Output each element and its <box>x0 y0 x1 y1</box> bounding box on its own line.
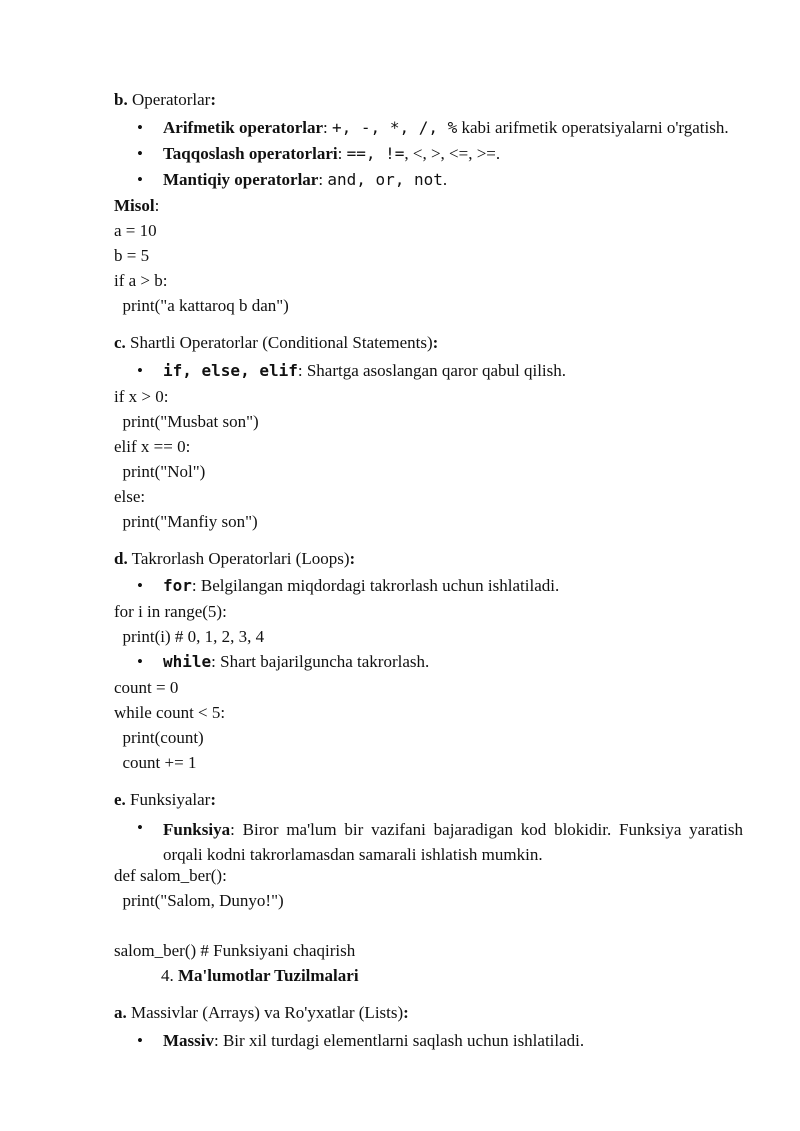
example-label: Misol: <box>114 196 160 215</box>
bullet-if-else-elif: if, else, elif: Shartga asoslangan qaror qabul qilish. <box>163 361 567 380</box>
code-line: print(count) <box>114 728 204 747</box>
code-line: elif x == 0: <box>114 437 191 456</box>
section-e-heading: e. Funksiyalar: <box>114 790 216 809</box>
code-line: b = 5 <box>114 246 150 265</box>
code-line: count = 0 <box>114 678 179 697</box>
code-line: else: <box>114 487 146 506</box>
bullet-while: while: Shart bajarilguncha takrorlash. <box>163 652 430 671</box>
section-a-heading: a. Massivlar (Arrays) va Ro'yxatlar (Lists): <box>114 1003 409 1022</box>
code-line: a = 10 <box>114 221 157 240</box>
code-line: print("Musbat son") <box>114 412 259 431</box>
bullet-logical-operators: Mantiqiy operatorlar: and, or, not. <box>163 170 448 189</box>
code-line: print(i) # 0, 1, 2, 3, 4 <box>114 627 265 646</box>
heading-4: 4. Ma'lumotlar Tuzilmalari <box>161 966 359 985</box>
bullet-for: for: Belgilangan miqdordagi takrorlash uchun ishlatiladi. <box>163 576 560 595</box>
bullet-function: Funksiya: Biror ma'lum bir vazifani bajaradigan kod blokidir. Funksiya yaratish orqali kodni takrorlamasdan samarali ishlatish mumkin. <box>163 820 743 864</box>
bullet-icon: • <box>137 1031 143 1050</box>
code-line: print("a kattaroq b dan") <box>114 296 289 315</box>
section-b-heading: b. Operatorlar: <box>114 90 216 109</box>
code-line: print("Manfiy son") <box>114 512 258 531</box>
bullet-icon: • <box>137 576 143 595</box>
bullet-arithmetic-operators: Arifmetik operatorlar: +, -, *, /, % kabi arifmetik operatsiyalarni o'rgatish. <box>163 118 729 137</box>
code-line: salom_ber() # Funksiyani chaqirish <box>114 941 356 960</box>
code-line: count += 1 <box>114 753 197 772</box>
section-c-heading: c. Shartli Operatorlar (Conditional Statements): <box>114 333 439 352</box>
code-line: print("Nol") <box>114 462 206 481</box>
code-line: if x > 0: <box>114 387 169 406</box>
bullet-icon: • <box>137 652 143 671</box>
code-line: if a > b: <box>114 271 168 290</box>
bullet-icon: • <box>137 361 143 380</box>
bullet-array: Massiv: Bir xil turdagi elementlarni saqlash uchun ishlatiladi. <box>163 1031 585 1050</box>
code-line: for i in range(5): <box>114 602 227 621</box>
bullet-icon: • <box>137 170 143 189</box>
code-line: while count < 5: <box>114 703 226 722</box>
bullet-comparison-operators: Taqqoslash operatorlari: ==, !=, <, >, <=, >=. <box>163 144 501 163</box>
bullet-icon: • <box>137 818 143 837</box>
section-d-heading: d. Takrorlash Operatorlari (Loops): <box>114 549 356 568</box>
code-line: print("Salom, Dunyo!") <box>114 891 284 910</box>
bullet-icon: • <box>137 144 143 163</box>
bullet-icon: • <box>137 118 143 137</box>
code-line: def salom_ber(): <box>114 866 227 885</box>
